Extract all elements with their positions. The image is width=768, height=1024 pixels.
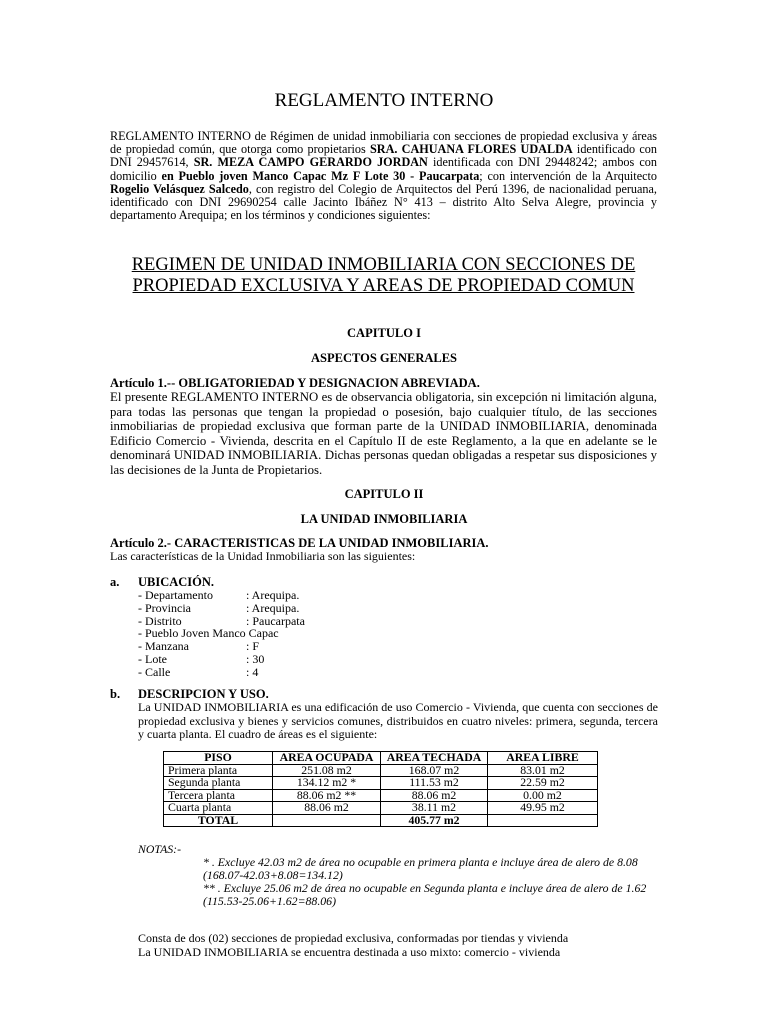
location-row: - Provincia : Arequipa. (138, 600, 300, 615)
note-1-line-2: (168.07-42.03+8.08=134.12) (203, 868, 343, 882)
ubicacion-letter: a. (110, 575, 120, 589)
article-2-heading: Artículo 2.- CARACTERISTICAS DE LA UNIDAD INMOBILIARIA. (110, 536, 489, 550)
total-label: TOTAL (164, 814, 273, 827)
article-2 (110, 537, 657, 563)
descripcion-body: La UNIDAD INMOBILIARIA es una edificación de uso Comercio - Vivienda, que cuenta con secciones de propiedad exclusiva y bienes y servicios comunes, distribuidos en cuatro niveles: primera, segunda, tercera y cuarta planta. El cuadro de áreas es el siguiente: (138, 700, 658, 741)
intro-paragraph (110, 130, 657, 222)
chapter-2-name: LA UNIDAD INMOBILIARIA (300, 512, 468, 526)
intro-architect: Rogelio Velásquez Salcedo (110, 181, 249, 196)
location-row: - Lote : 30 (138, 651, 265, 666)
column-header: AREA OCUPADA (273, 752, 381, 765)
chapter-1-label: CAPITULO I (347, 326, 421, 340)
closing-line-1: Consta de dos (02) secciones de propiedad exclusiva, conformadas por tiendas y vivienda (138, 931, 569, 945)
column-header: PISO (164, 752, 273, 765)
location-row: - Calle : 4 (138, 664, 259, 679)
table-row: Primera planta 251.08 m2 168.07 m2 83.01 m2 (164, 764, 598, 777)
document-title: REGLAMENTO INTERNO (274, 90, 494, 111)
intro-owner-2: SR. MEZA CAMPO GERARDO JORDAN (193, 155, 428, 170)
note-2-line-2: (115.53-25.06+1.62=88.06) (203, 894, 337, 908)
regime-subtitle: REGIMEN DE UNIDAD INMOBILIARIA CON SECCIONES DE PROPIEDAD EXCLUSIVA Y AREAS DE PROPIEDAD COMUN (131, 255, 636, 296)
chapter-1-name: ASPECTOS GENERALES (311, 351, 457, 365)
article-1-body: El presente REGLAMENTO INTERNO es de observancia obligatoria, sin excepción ni limitación alguna, para todas las personas que tengan la propiedad o posesión, bajo cualquier título, de las secciones inmobiliarias de propiedad exclusiva que forman parte de la UNIDAD INMOBILIARIA, denominada Edificio Comercio - Vivienda, descrita en el Capítulo II de este Reglamento, a la que en adelante se le denominará UNIDAD INMOBILIARIA. Dichas personas quedan obligadas a respetar sus disposiciones y las decisiones de la Junta de Propietarios. (110, 390, 657, 477)
location-row: - Departamento : Arequipa. (138, 588, 300, 602)
location-row: - Pueblo Joven Manco Capac (138, 626, 279, 641)
descripcion-letter: b. (110, 687, 121, 701)
intro-owner-1: SRA. CAHUANA FLORES UDALDA (370, 142, 573, 157)
areas-table-wrapper (163, 751, 598, 827)
intro-text-1: REGLAMENTO INTERNO de Régimen de unidad inmobiliaria con secciones de propiedad exclusiva y áreas de propiedad común, que otorga como propietarios (110, 129, 657, 157)
intro-address: en Pueblo joven Manco Capac Mz F Lote 30 - Paucarpata (161, 168, 480, 183)
ubicacion-label: UBICACIÓN. (138, 575, 215, 589)
intro-text-4: ; con intervención de la Arquitecto (479, 168, 657, 183)
closing-text (138, 932, 568, 959)
column-header: AREA LIBRE (488, 752, 598, 765)
notes-label: NOTAS:- (138, 842, 182, 856)
location-list (138, 589, 305, 679)
table-row: Tercera planta 88.06 m2 ** 88.06 m2 0.00 m2 (164, 789, 598, 802)
areas-table (163, 751, 598, 827)
table-row: Segunda planta 134.12 m2 * 111.53 m2 22.59 m2 (164, 777, 598, 790)
table-row: Cuarta planta 88.06 m2 38.11 m2 49.95 m2 (164, 802, 598, 815)
intro-text-5: , con registro del Colegio de Arquitectos del Perú 1396, de nacionalidad peruana, identificado con DNI 29690254 calle Jacinto Ibáñez N° 413 – distrito Alto Selva Alegre, provincia y departamento Arequipa; en los términos y condiciones siguientes: (110, 181, 657, 223)
location-row: - Manzana : F (138, 639, 260, 654)
descripcion-label: DESCRIPCION Y USO. (138, 687, 269, 701)
column-header: AREA TECHADA (381, 752, 488, 765)
intro-text-3: identificada con DNI 29448242; ambos con domicilio (110, 155, 657, 183)
closing-line-2: La UNIDAD INMOBILIARIA se encuentra destinada a uso mixto: comercio - vivienda (138, 944, 561, 959)
table-total-row (164, 814, 598, 827)
note-2-line-1: ** . Excluye 25.06 m2 de área no ocupable en Segunda planta e incluye área de alero de 1.62 (203, 881, 647, 895)
intro-text-2: identificado con DNI 29457614, (110, 142, 657, 170)
total-techada: 405.77 m2 (381, 814, 488, 827)
article-1 (110, 377, 657, 478)
chapter-2-label: CAPITULO II (344, 487, 424, 501)
article-1-heading: Artículo 1.-- OBLIGATORIEDAD Y DESIGNACION ABREVIADA. (110, 376, 480, 390)
note-1-line-1: * . Excluye 42.03 m2 de área no ocupable en primera planta e incluye área de alero de 8.08 (203, 855, 638, 869)
location-row: - Distrito : Paucarpata (138, 613, 305, 628)
article-2-intro: Las características de la Unidad Inmobiliaria son las siguientes: (110, 549, 416, 563)
